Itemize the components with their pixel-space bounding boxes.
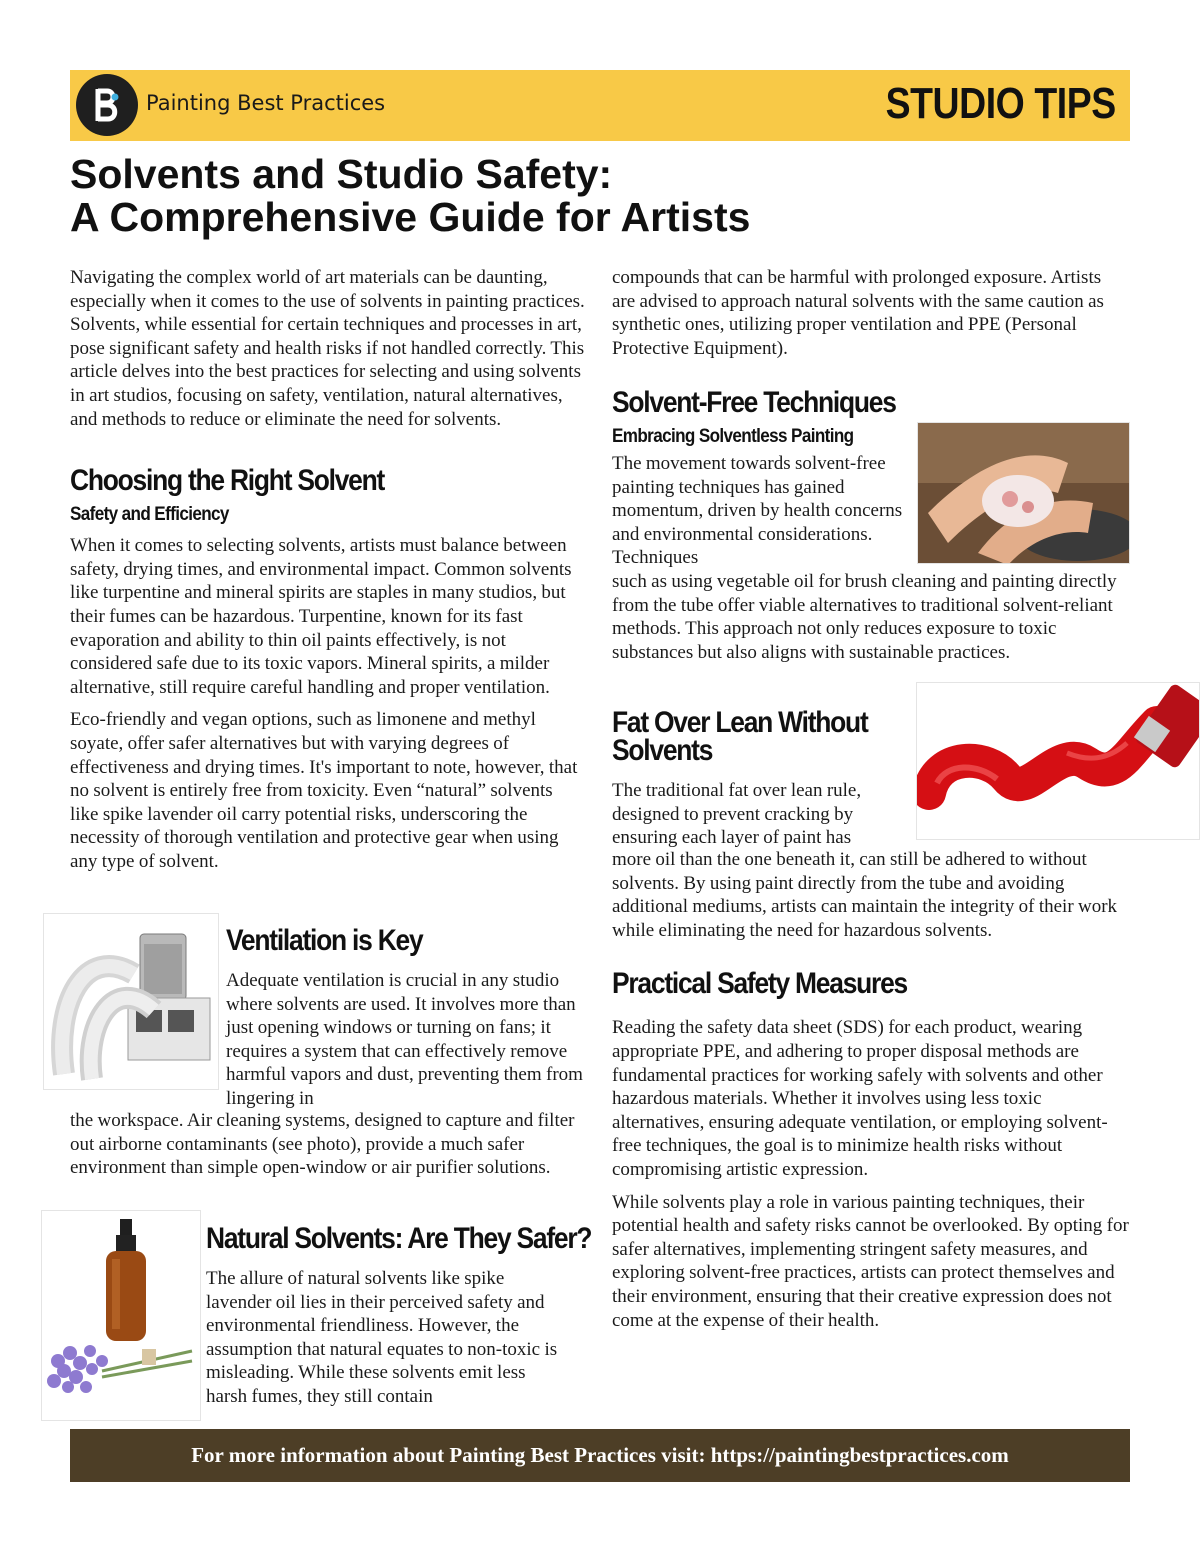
safety-paragraph-1: Reading the safety data sheet (SDS) for each product, wearing appropriate PPE, and adhering to proper disposal methods are fundamental practices for working safely with solvents and other hazardous materials. Whether it involves using less toxic alternatives, ensuring adequate ventilation, or employing solvent-free techniques, the goal is to minimize health risks without compromising artistic expression. (612, 1017, 1108, 1180)
fat-over-lean-heading-line-2: Solvents (612, 734, 713, 767)
header-band (70, 70, 1130, 141)
solvent-free-paragraph-wrap: The movement towards solvent-free painting techniques has gained momentum, driven by health concerns and environmental considerations. Techniques (612, 453, 903, 569)
ventilation-section (226, 926, 586, 1111)
lavender-bottle-illustration (42, 1211, 201, 1421)
safety-paragraph-2: While solvents play a role in various painting techniques, their potential health and safety risks cannot be overlooked. By opting for safer alternatives, implementing stringent safety measures, and exploring solvent-free practices, artists can protect themselves and their environment, ensuring that their creative expression does not come at the expense of their health. (612, 1191, 1129, 1331)
air-cleaning-system-photo (43, 913, 219, 1090)
fat-over-lean-section (612, 706, 912, 850)
fat-over-lean-heading-line-1: Fat Over Lean Without (612, 706, 868, 739)
footer-link-text[interactable]: For more information about Painting Best Practices visit: https://paintingbestpractices.com (191, 1443, 1009, 1467)
air-cleaner-illustration (44, 914, 219, 1090)
ventilation-heading: Ventilation is Key (226, 924, 423, 957)
natural-section (206, 1224, 591, 1409)
page-title (70, 153, 1130, 239)
ventilation-paragraph-cont: the workspace. Air cleaning systems, designed to capture and filter out airborne contaminants (see photo), provide a much safer environment than simple open-window or air purifier solutions. (70, 1110, 575, 1179)
lavender-oil-photo (41, 1210, 201, 1421)
choosing-paragraph-2: Eco-friendly and vegan options, such as limonene and methyl soyate, offer safer alternatives but with varying degrees of effectiveness and drying times. It's important to note, however, that no solvent is entirely free from toxicity. Even “natural” solvents like spike lavender oil carry potential risks, underscoring the necessity of thorough ventilation and protective gear when using any type of solvent. (70, 709, 578, 872)
solvent-free-subheading: Embracing Solventless Painting (612, 426, 854, 448)
safety-heading: Practical Safety Measures (612, 967, 907, 1001)
natural-heading: Natural Solvents: Are They Safer? (206, 1222, 592, 1255)
natural-paragraph-wrap: The allure of natural solvents like spike lavender oil lies in their perceived safety and environmental friendliness. However, the assumption that natural equates to non-toxic is misleading. While these solvents emit less harsh fumes, they still contain (206, 1268, 558, 1407)
solvent-free-heading: Solvent-Free Techniques (612, 386, 896, 420)
title-line-2: A Comprehensive Guide for Artists (70, 194, 751, 240)
fat-over-lean-paragraph-wrap: The traditional fat over lean rule, designed to prevent cracking by ensuring each layer of paint has (612, 780, 862, 849)
footer-band (70, 1429, 1130, 1482)
red-paint-illustration (917, 683, 1200, 840)
left-column (70, 266, 585, 882)
section-badge: STUDIO TIPS (885, 79, 1116, 128)
hands-cleaning-brush-photo (917, 422, 1130, 564)
pbp-logo-mark (76, 74, 138, 136)
choosing-heading: Choosing the Right Solvent (70, 464, 385, 498)
natural-paragraph-cont: compounds that can be harmful with prolonged exposure. Artists are advised to approach natural solvents with the same caution as synthetic ones, utilizing proper ventilation and PPE (Personal Protective Equipment). (612, 267, 1104, 359)
red-paint-tube-photo (916, 682, 1200, 840)
choosing-paragraph-1: When it comes to selecting solvents, artists must balance between safety, drying times, and environmental impact. Common solvents like turpentine and mineral spirits are staples in many studios, but their fumes can be hazardous. Turpentine, known for its fast evaporation and ability to thin oil paints effectively, is not considered safe due to its toxic vapors. Mineral spirits, a milder alternative, still require careful handling and proper ventilation. (70, 535, 572, 698)
ventilation-paragraph-wrap: Adequate ventilation is crucial in any studio where solvents are used. It involves more than just opening windows or turning on fans; it requires a system that can effectively remove harmful vapors and dust, preventing them from lingering in (226, 970, 583, 1109)
solvent-free-paragraph-cont: such as using vegetable oil for brush cleaning and painting directly from the tube offer viable alternatives to traditional solvent-reliant methods. This approach not only reduces exposure to toxic substances but also aligns with sustainable practices. (612, 571, 1117, 663)
intro-paragraph: Navigating the complex world of art materials can be daunting, especially when it comes to the use of solvents in painting practices. Solvents, while essential for certain techniques and processes in art, pose significant safety and health risks if not handled correctly. This article delves into the best practices for selecting and using solvents in art studios, focusing on safety, ventilation, natural alternatives, and methods to reduce or eliminate the need for solvents. (70, 267, 585, 430)
pbp-logo-icon (76, 74, 138, 136)
title-line-1: Solvents and Studio Safety: (70, 151, 613, 197)
choosing-subheading: Safety and Efficiency (70, 504, 229, 526)
fat-over-lean-paragraph-cont: more oil than the one beneath it, can still be adhered to without solvents. By using paint directly from the tube and avoiding additional mediums, artists can maintain the integrity of their work while eliminating the need for hazardous solvents. (612, 849, 1118, 941)
hands-illustration (918, 423, 1130, 564)
brand-name: Painting Best Practices (146, 91, 386, 115)
